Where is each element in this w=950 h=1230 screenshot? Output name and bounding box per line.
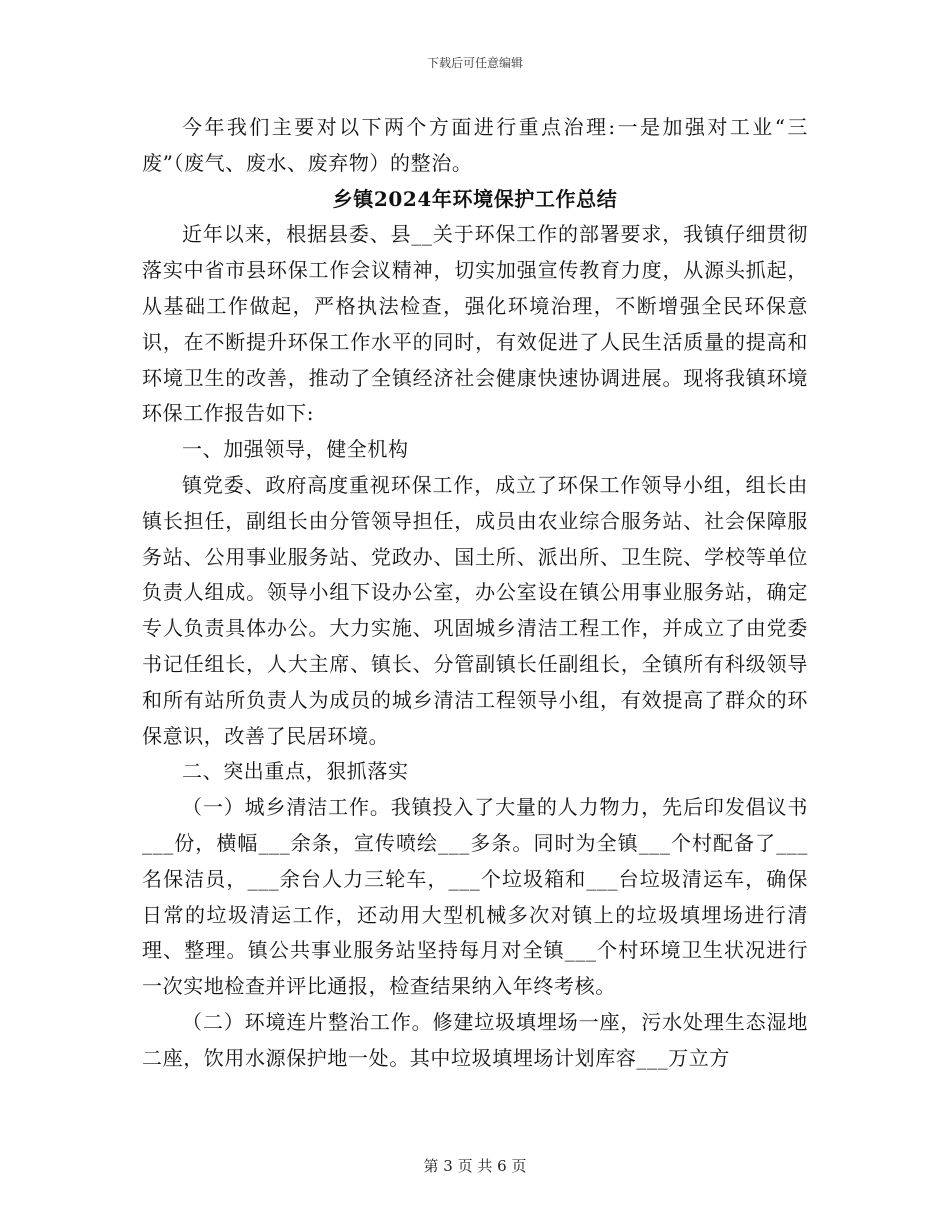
paragraph-renovation: （二）环境连片整治工作。修建垃圾填埋场一座，污水处理生态湿地二座，饮用水源保护地一处。其中垃圾填埋场计划库容___万立方 [142, 1009, 808, 1070]
section-heading-2: 二、突出重点，狠抓落实 [182, 759, 409, 784]
page-footer: 第 3 页 共 6 页 [423, 1157, 527, 1175]
paragraph-leadership: 镇党委、政府高度重视环保工作，成立了环保工作领导小组，组长由镇长担任，副组长由分管领导担任，成员由农业综合服务站、社会保障服务站、公用事业服务站、党政办、国土所、派出所、卫生院、学校等单位负责人组成。领导小组下设办公室，办公室设在镇公用事业服务站，确定专人负责具体办公。大力实施、巩固城乡清洁工程工作，并成立了由党委书记任组长，人大主席、镇长、分管副镇长任副组长，全镇所有科级领导和所有站所负责人为成员的城乡清洁工程领导小组，有效提高了群众的环保意识，改善了民居环境。 [142, 472, 808, 748]
document-body [142, 110, 808, 1077]
paragraph-overview: 近年以来，根据县委、县__关于环保工作的部署要求，我镇仔细贯彻落实中省市县环保工作会议精神，切实加强宣传教育力度，从源头抓起，从基础工作做起，严格执法检查，强化环境治理，不断增强全民环保意识，在不断提升环保工作水平的同时，有效促进了人民生活质量的提高和环境卫生的改善，推动了全镇经济社会健康快速协调进展。现将我镇环境环保工作报告如下: [142, 222, 808, 426]
page-header: 下载后可任意编辑 [426, 56, 523, 70]
document-title: 乡镇2024年环境保护工作总结 [332, 186, 618, 211]
paragraph-cleaning: （一）城乡清洁工作。我镇投入了大量的人力物力，先后印发倡议书___份，横幅___余条，宣传喷绘___多条。同时为全镇___个村配备了___名保洁员，___余台人力三轮车，___个垃圾箱和___台垃圾清运车，确保日常的垃圾清运工作，还动用大型机械多次对镇上的垃圾填埋场进行清理、整理。镇公共事业服务站坚持每月对全镇___个村环境卫生状况进行一次实地检查并评比通报，检查结果纳入年终考核。 [142, 795, 808, 999]
intro-paragraph: 今年我们主要对以下两个方面进行重点治理:一是加强对工业“三废”（废气、废水、废弃物）的整治。 [142, 115, 808, 175]
section-heading-1: 一、加强领导，健全机构 [182, 437, 409, 462]
